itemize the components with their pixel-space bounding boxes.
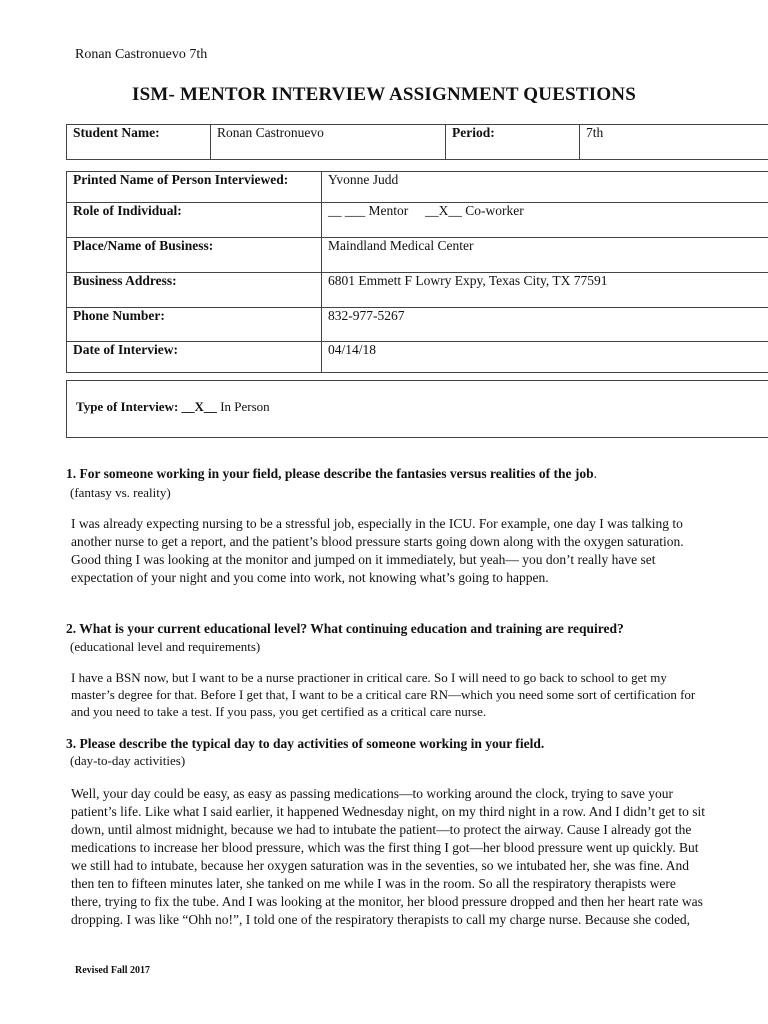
- date-value: 04/14/18: [322, 342, 768, 373]
- business-value: Maindland Medical Center: [322, 238, 768, 273]
- student-name-label: Student Name:: [67, 125, 211, 160]
- question-2-answer: I have a BSN now, but I want to be a nurse practioner in critical care. So I will need to go back to school to get my master’s degree for that. Before I get that, I want to be a critical care RN—which you need some sort of certification for and you need to take a test. If you pass, you get certified as a critical care nurse.: [71, 670, 696, 719]
- address-label: Business Address:: [67, 273, 322, 308]
- question-1-subtitle: (fantasy vs. reality): [70, 485, 171, 500]
- student-name-value: Ronan Castronuevo: [211, 125, 446, 160]
- role-mentor-blank: __ ___: [328, 203, 366, 218]
- period-label: Period:: [446, 125, 580, 160]
- person-interviewed-label: Printed Name of Person Interviewed:: [67, 172, 322, 203]
- interview-type-blank: __X__: [181, 399, 217, 414]
- question-1-heading: 1. For someone working in your field, please describe the fantasies versus realities of the job.: [66, 466, 597, 481]
- period-value: 7th: [580, 125, 768, 160]
- person-interviewed-value: Yvonne Judd: [322, 172, 768, 203]
- student-header-line: Ronan Castronuevo 7th: [75, 47, 208, 62]
- role-mentor-text: Mentor: [368, 203, 409, 218]
- address-value: 6801 Emmett F Lowry Expy, Texas City, TX 77591: [322, 273, 768, 308]
- phone-value: 832-977-5267: [322, 308, 768, 342]
- interview-info-table: [66, 171, 768, 373]
- page-title: ISM- MENTOR INTERVIEW ASSIGNMENT QUESTIONS: [132, 84, 636, 105]
- interview-type-label: Type of Interview:: [76, 399, 179, 414]
- interview-type-box: [66, 380, 768, 438]
- interview-type-value: In Person: [220, 399, 270, 414]
- question-3-heading: 3. Please describe the typical day to day activities of someone working in your field.: [66, 736, 545, 751]
- question-3-subtitle: (day-to-day activities): [70, 753, 186, 768]
- date-label: Date of Interview:: [67, 342, 322, 373]
- question-3-answer: Well, your day could be easy, as easy as passing medications—to working around the clock, trying to save your patient’s life. Like what I said earlier, it happened Wednesday night, on my third night in a row. And I didn’t get to sit down, until almost midnight, because we had to intubate the patient—to protect the airway. Cause I already got the medications to increase her blood pressure, which was the first thing I got—her blood pressure went up quickly. But we still had to intubate, because her oxygen saturation was in the seventies, so we intubated her, she was fine. And then ten to fifteen minutes later, she tanked on me while I was in the room. So all the respiratory therapists were there, trying to fix the tube. And I was looking at the monitor, her blood pressure dropped and then her heart rate was dropping. I was like “Ohh no!”, I told one of the respiratory therapists to call my charge nurse. Because she coded,: [71, 786, 705, 927]
- business-label: Place/Name of Business:: [67, 238, 322, 273]
- role-label: Role of Individual:: [67, 203, 322, 238]
- question-2-subtitle: (educational level and requirements): [70, 639, 261, 654]
- question-2-heading: 2. What is your current educational level? What continuing education and training are required?: [66, 621, 624, 636]
- role-coworker-text: Co-worker: [465, 203, 524, 218]
- role-value: [322, 203, 768, 238]
- revision-footer: Revised Fall 2017: [75, 965, 150, 976]
- role-coworker-blank: __X__: [425, 203, 462, 218]
- student-info-table: [66, 124, 768, 160]
- question-1-answer: I was already expecting nursing to be a stressful job, especially in the ICU. For example, one day I was talking to another nurse to get a report, and the patient’s blood pressure starts going down along with the oxygen saturation. Good thing I was looking at the monitor and jumped on it immediately, but yeah— you don’t really have set expectation of your night and you come into work, not knowing what’s going to happen.: [71, 516, 684, 585]
- interview-type-row: [76, 399, 270, 415]
- phone-label: Phone Number:: [67, 308, 322, 342]
